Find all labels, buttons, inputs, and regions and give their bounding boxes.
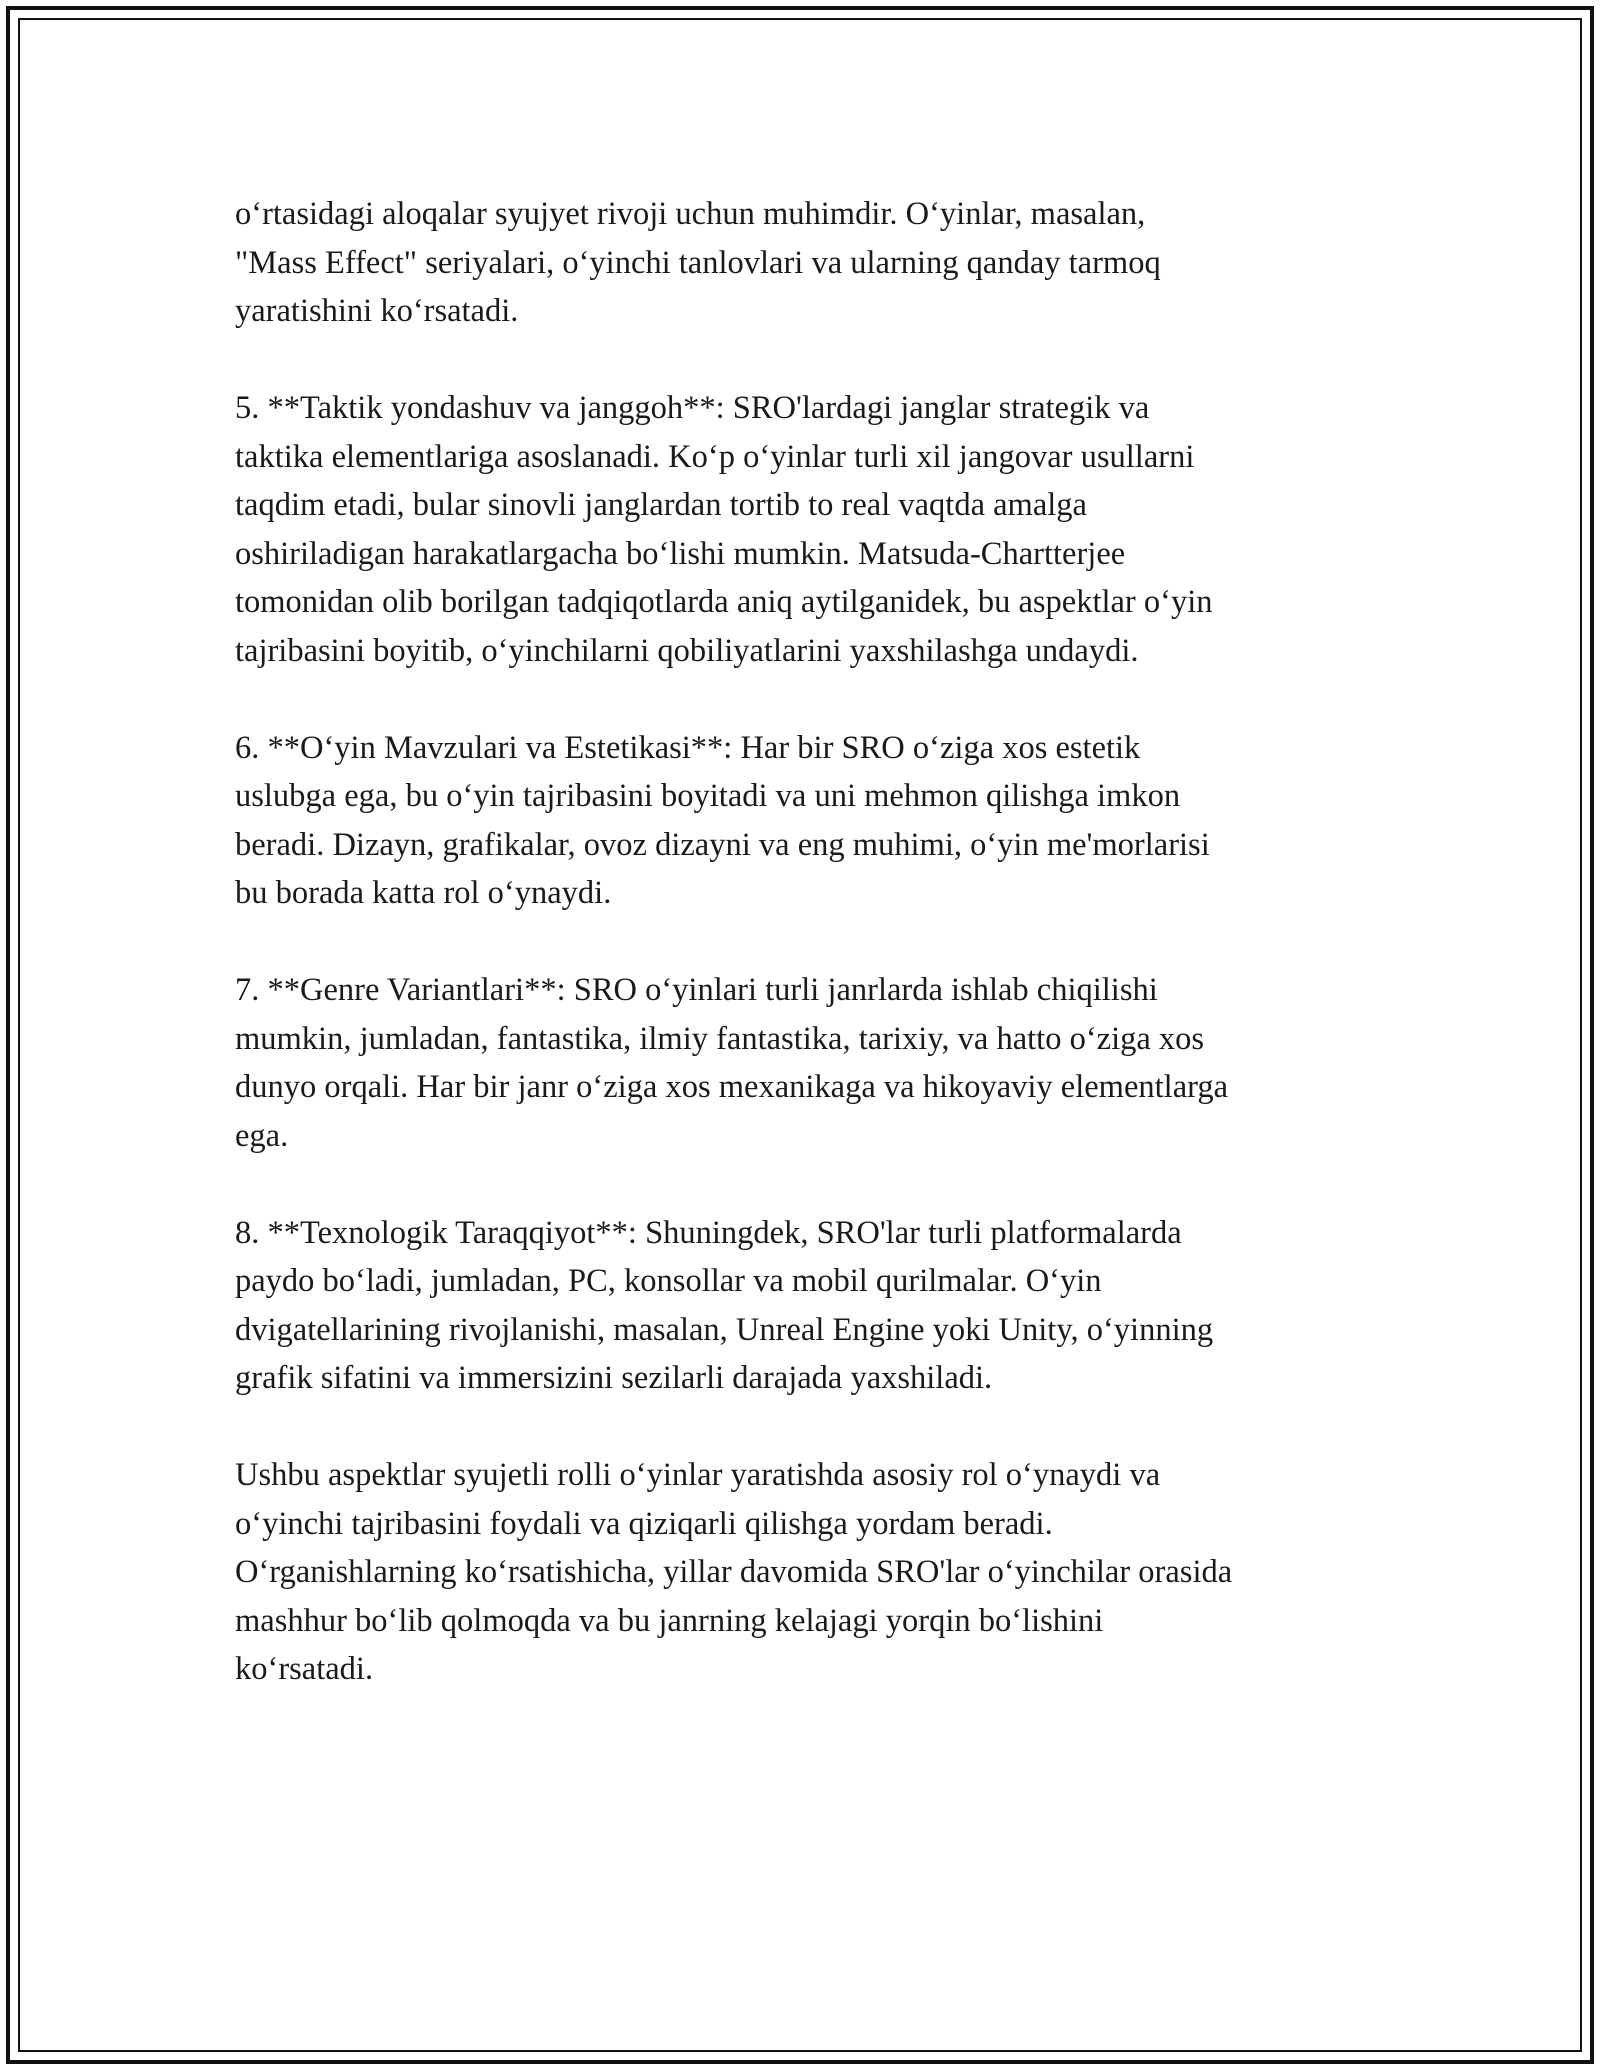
paragraph-conclusion: Ushbu aspektlar syujetli rolli o‘yinlar yaratishda asosiy rol o‘ynaydi va o‘yinchi tajribasini foydali va qiziqarli qilishga yordam beradi. O‘rganishlarning ko‘rsatishicha, yillar davomida SRO'lar o‘yinchilar orasida mashhur bo‘lib qolmoqda va bu janrning kelajagi yorqin bo‘lishini ko‘rsatadi.	[235, 1457, 1233, 1687]
paragraph-item-5: 5. **Taktik yondashuv va janggoh**: SRO'lardagi janglar strategik va taktika elementlariga asoslanadi. Ko‘p o‘yinlar turli xil jangovar usullarni taqdim etadi, bular sinovli janglardan tortib to real vaqtda amalga oshiriladigan harakatlargacha bo‘lishi mumkin. Matsuda-Chartterjee tomonidan olib borilgan tadqiqotlarda aniq aytilganidek, bu aspektlar o‘yin tajribasini boyitib, o‘yinchilarni qobiliyatlarini yaxshilashga undaydi.	[235, 390, 1213, 669]
document-body	[235, 190, 1370, 1742]
paragraph-continuation: o‘rtasidagi aloqalar syujyet rivoji uchun muhimdir. O‘yinlar, masalan, "Mass Effect" seriyalari, o‘yinchi tanlovlari va ularning qanday tarmoq yaratishini ko‘rsatadi.	[235, 196, 1161, 329]
paragraph-item-6: 6. **O‘yin Mavzulari va Estetikasi**: Har bir SRO o‘ziga xos estetik uslubga ega, bu o‘yin tajribasini boyitadi va uni mehmon qilishga imkon beradi. Dizayn, grafikalar, ovoz dizayni va eng muhimi, o‘yin me'morlarisi bu borada katta rol o‘ynaydi.	[235, 729, 1210, 911]
paragraph-item-7: 7. **Genre Variantlari**: SRO o‘yinlari turli janrlarda ishlab chiqilishi mumkin, jumladan, fantastika, ilmiy fantastika, tarixiy, va hatto o‘ziga xos dunyo orqali. Har bir janr o‘ziga xos mexanikaga va hikoyaviy elementlarga ega.	[235, 972, 1229, 1154]
paragraph-item-8: 8. **Texnologik Taraqqiyot**: Shuningdek, SRO'lar turli platformalarda paydo bo‘ladi, jumladan, PC, konsollar va mobil qurilmalar. O‘yin dvigatellarining rivojlanishi, masalan, Unreal Engine yoki Unity, o‘yinning grafik sifatini va immersizini sezilarli darajada yaxshiladi.	[235, 1214, 1214, 1396]
